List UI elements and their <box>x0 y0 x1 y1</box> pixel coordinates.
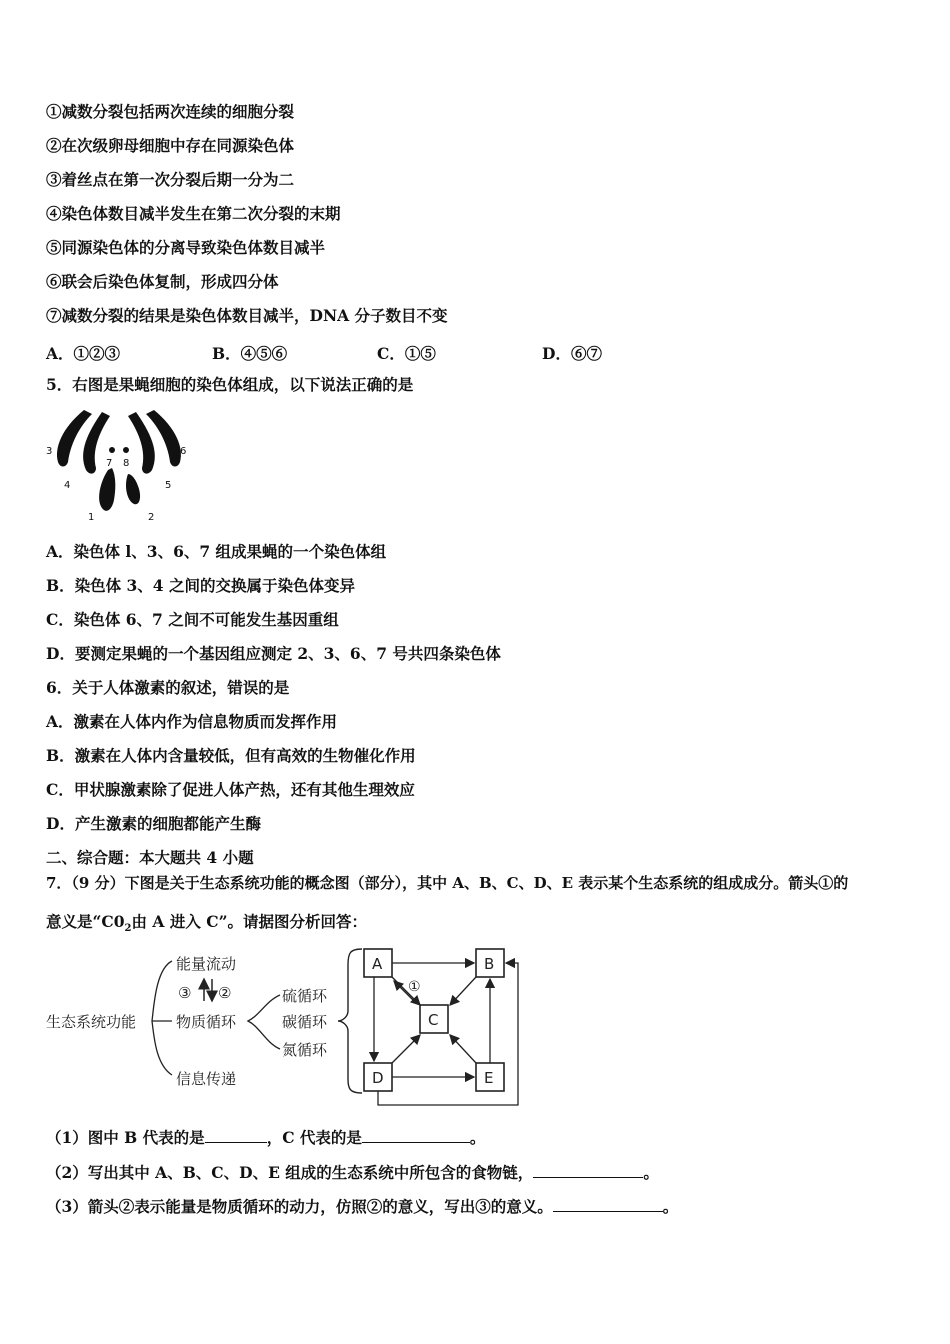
arrow-e-to-c <box>450 1035 476 1063</box>
fruit-fly-chromosome-figure <box>44 404 194 526</box>
chromosome-label-5: 5 <box>165 480 172 491</box>
statement-6: ⑥联会后染色体复制，形成四分体 <box>46 272 279 291</box>
diagram-nitrogen-cycle: 氮循环 <box>282 1041 328 1059</box>
arrow-d-to-c <box>392 1035 420 1063</box>
q6-option-d: D．产生激素的细胞都能产生酶 <box>46 814 261 833</box>
chromosome-1 <box>99 468 115 511</box>
chromosome-label-8: 8 <box>123 458 130 469</box>
statement-4: ④染色体数目减半发生在第二次分裂的末期 <box>46 204 341 223</box>
answer-blank-b[interactable] <box>205 1128 267 1143</box>
diagram-info-transfer: 信息传递 <box>176 1070 237 1088</box>
chromosome-label-2: 2 <box>148 512 155 523</box>
chromosome-label-4: 4 <box>64 480 71 491</box>
diagram-energy-flow: 能量流动 <box>176 955 237 973</box>
q7-sub1: （1）图中 B 代表的是 ，C 代表的是 。 <box>46 1128 486 1147</box>
node-d: D <box>372 1069 384 1087</box>
diagram-root-label: 生态系统功能 <box>46 1013 137 1031</box>
q5-option-a: A．染色体 l、3、6、7 组成果蝇的一个染色体组 <box>46 542 387 561</box>
arrow-b-to-c <box>450 977 476 1005</box>
q4-option-c: C．①⑤ <box>377 344 436 363</box>
q6-option-b: B．激素在人体内含量较低，但有高效的生物催化作用 <box>46 746 416 765</box>
answer-blank-food-chain[interactable] <box>533 1163 643 1178</box>
q4-option-b: B．④⑤⑥ <box>212 344 288 363</box>
q7-sub2: （2）写出其中 A、B、C、D、E 组成的生态系统中所包含的食物链， 。 <box>46 1163 659 1182</box>
chromosome-label-7: 7 <box>106 458 113 469</box>
node-b: B <box>484 955 495 973</box>
q7-stem-line2: 意义是“$C0_2$由 A 进入 C”。请据图分析回答： <box>46 912 367 935</box>
answer-blank-arrow3[interactable] <box>553 1197 663 1212</box>
diagram-arrow3-label: ③ <box>178 984 192 1002</box>
node-a: A <box>372 955 383 973</box>
chromosome-7 <box>109 447 115 453</box>
chromosome-8 <box>123 447 129 453</box>
q7-stem-line1: 7．（9 分）下图是关于生态系统功能的概念图（部分），其中 A、B、C、D、E 表示某个生态系统的组成成分。箭头①的 <box>46 874 849 892</box>
statement-1: ①减数分裂包括两次连续的细胞分裂 <box>46 102 295 121</box>
q5-option-d: D．要测定果蝇的一个基因组应测定 2、3、6、7 号共四条染色体 <box>46 644 501 663</box>
section-heading: 二、综合题：本大题共 4 小题 <box>46 848 254 867</box>
chromosome-label-1: 1 <box>88 512 95 523</box>
diagram-arrow2-label: ② <box>218 984 232 1002</box>
diagram-sulfur-cycle: 硫循环 <box>282 987 328 1005</box>
statement-2: ②在次级卵母细胞中存在同源染色体 <box>46 136 295 155</box>
q6-option-a: A．激素在人体内作为信息物质而发挥作用 <box>46 712 338 731</box>
node-e: E <box>484 1069 494 1087</box>
statement-7: ⑦减数分裂的结果是染色体数目减半，DNA 分子数目不变 <box>46 306 448 325</box>
diagram-matter-cycle: 物质循环 <box>176 1013 237 1031</box>
q5-stem: 5．右图是果蝇细胞的染色体组成，以下说法正确的是 <box>46 375 414 394</box>
ecosystem-concept-diagram <box>44 945 528 1115</box>
statement-5: ⑤同源染色体的分离导致染色体数目减半 <box>46 238 326 257</box>
chromosome-label-6: 6 <box>180 446 187 457</box>
q5-option-c: C．染色体 6、7 之间不可能发生基因重组 <box>46 610 339 629</box>
diagram-carbon-cycle: 碳循环 <box>282 1013 328 1031</box>
diagram-arrow1-label: ① <box>408 979 421 995</box>
q6-stem: 6．关于人体激素的叙述，错误的是 <box>46 678 290 697</box>
q5-option-b: B．染色体 3、4 之间的交换属于染色体变异 <box>46 576 355 595</box>
q4-option-a: A．①②③ <box>46 344 121 363</box>
chromosome-label-3: 3 <box>46 446 53 457</box>
q4-option-d: D．⑥⑦ <box>542 344 602 363</box>
statement-3: ③着丝点在第一次分裂后期一分为二 <box>46 170 295 189</box>
chromosome-5 <box>128 412 155 474</box>
q6-option-c: C．甲状腺激素除了促进人体产热，还有其他生理效应 <box>46 780 415 799</box>
node-c: C <box>428 1011 439 1029</box>
answer-blank-c[interactable] <box>362 1128 470 1143</box>
chromosome-2 <box>126 474 140 504</box>
q7-sub3: （3）箭头②表示能量是物质循环的动力，仿照②的意义，写出③的意义。 。 <box>46 1197 679 1216</box>
